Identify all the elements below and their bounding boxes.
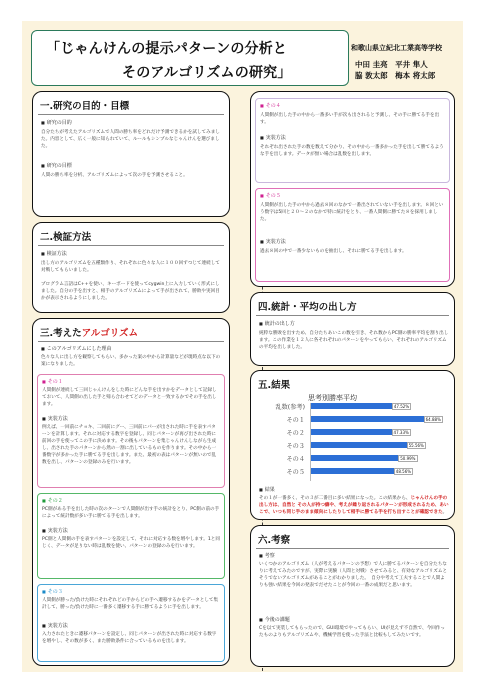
chart-bar xyxy=(311,403,398,409)
divider xyxy=(256,548,449,549)
case2-subheading: ■ 実装方法 xyxy=(42,527,68,534)
purpose-text: 自分たちが考えたアルゴリズムで人間の勝ち率をどれだけ予測できるかを試してみました。内容として、広く一般に知られていて、ルールもシンプルなじゃんけんを選びました。 xyxy=(41,130,220,149)
results-text xyxy=(259,495,449,516)
case1-label: ■ その１ xyxy=(42,378,63,385)
subheading-goal: ■ 研究の目標 xyxy=(41,162,72,169)
case3-label: ■ その３ xyxy=(42,588,63,595)
chart-category-label: その２ xyxy=(286,430,305,437)
subheading-reason: ■ このアルゴリズムにした理由 xyxy=(41,345,111,352)
case5-label: ■ その５ xyxy=(260,192,281,199)
case4-subheading: ■ 実装方法 xyxy=(260,134,286,141)
chart-value-label: 55.56% xyxy=(408,443,424,448)
case1-subheading: ■ 実装方法 xyxy=(42,415,68,422)
subheading-results: ■ 結果 xyxy=(259,486,275,493)
school-name: 和歌山県立紀北工業高等学校 xyxy=(351,44,442,52)
case2-label: ■ その２ xyxy=(42,497,63,504)
chart-category-label: 乱数(参考) xyxy=(275,404,305,411)
goal-text: 人間の勝ち率を分析、アルゴリズムによって次の手を予測させること。 xyxy=(41,173,188,178)
case4-impl-text: それぞれ出された手の数を数えて分かり、その中から一番多かった手を出して勝てるような手を出します。データが無い場合は乱数を出します。 xyxy=(260,145,444,157)
section-discussion xyxy=(250,525,455,667)
chart-bar xyxy=(311,468,400,474)
subheading-method: ■ 検証方法 xyxy=(41,250,67,257)
section-algorithm-title-red: アルゴリズム xyxy=(81,328,139,339)
case3-subheading: ■ 実装方法 xyxy=(42,622,68,629)
authors-line-2: 脇 敦太郎 梅本 将太郎 xyxy=(355,71,436,80)
results-text-after: 。 xyxy=(442,510,448,515)
future-text: Cを以て実装してもらったので、GUI環境でやってもらい、UIが見えず不自然で、今回作ったものよりもアルゴリズムや、機械学習を使った手法と比較もしてみたいです。 xyxy=(259,626,445,638)
section-statistics xyxy=(250,292,455,366)
chart-category-label: その４ xyxy=(286,456,305,463)
case3-impl-text: 入力されたときに遷移パターンを設定し、同じパターンが出された時に対応する数字を増やし、その数が多く、また勝敗条件に合っているものを出します。 xyxy=(42,632,217,644)
case5-impl-text: 過去８回の中で一番少ないものを抽出し、それに勝てる手を出します。 xyxy=(260,249,407,254)
authors-line-1: 中田 圭亮 平井 隼人 xyxy=(355,60,428,69)
section-method xyxy=(32,222,230,313)
section-algorithm xyxy=(32,318,230,666)
section-algorithm-title xyxy=(40,325,138,339)
subheading-purpose: ■ 研究の目的 xyxy=(41,119,72,126)
title-box xyxy=(31,30,349,86)
chart-value-label: 47.33% xyxy=(393,430,409,435)
chart-value-label: 47.52% xyxy=(393,404,410,409)
case2-impl-text: PC側と人間側の手を表すパターンを設定して、それに対応する数を増やします。1と同じく、データが足りない時は乱数を使い、パターンの登録のみを行います。 xyxy=(42,537,220,549)
title-line-2: そのアルゴリズムの研究」 xyxy=(122,65,292,81)
chart-value-label: 50.99% xyxy=(400,456,416,461)
chart-category-label: その１ xyxy=(286,417,305,424)
results-text-emphasis: じゃんけんの手の出し方は、自然と その人が持つ癖や、考えが繰り返されるパターンが形成されるため、あいこで、いつも同じ手のまま傾向にしたりして相手に勝てる手を打ち出すことが確認できた xyxy=(259,496,449,515)
divider xyxy=(38,341,224,342)
reason-text: 色々な人に出し方を観察してもらい、多かった案の中から計算量などが現時点な以下の案になりました。 xyxy=(41,355,221,367)
title-line-1: 「じゃんけんの提示パターンの分析と xyxy=(46,41,288,57)
case3-text: 人間側が勝った/負けた時にそれぞれどの手からどの手へ遷移するかをデータとして集計して、勝った/負けた時に一番多く遷移する手に勝てるように手を出します。 xyxy=(42,598,219,610)
chart-title: 思考別勝率平均 xyxy=(308,394,357,402)
chart-category-label: その５ xyxy=(286,469,305,476)
chart-value-label: 64.88% xyxy=(425,417,441,422)
subheading-discussion: ■ 考察 xyxy=(259,552,275,559)
section-results xyxy=(250,370,455,520)
chart-bar xyxy=(311,455,404,461)
section-purpose xyxy=(32,91,230,217)
divider xyxy=(256,315,449,316)
method-text-1: 出し方のアルゴリズムを五種類作り、それぞれに色々な人に１００回ずつじて連続して対戦してもらいました。 xyxy=(41,261,220,273)
section-purpose-title: 一.研究の目的・目標 xyxy=(40,101,130,112)
case1-text: 人間側が連続して三回じゃんけんをした時にどんな手を出すかをデータとして記録しておいて、人間側の出した手と帰ら合わせてどのデータと一致するかでその手を出します。 xyxy=(42,388,217,407)
chart-bar xyxy=(311,416,430,422)
section-method-title: 二.検証方法 xyxy=(40,232,92,243)
statistics-text: 純粋な勝敗を出すため、自分たちあいこの数を引き、それ数からPC側の勝率平均を割り出します。この作業を１２人に各それぞれのパターンをやってもらい、それぞれのアルゴリズムの平均を出しました。 xyxy=(259,331,449,350)
discussion-text: いくつかのアルゴリズム（人が考えるパターンの予想）で人に勝てるパターンを自分たちなりに考えてみたのですが、実際に実験（人間と対戦）させてみると、有効なアルゴリズムとそうでないアルゴリズムがあることがわかりました。 自分や考えて工夫することで人間よりも強い結果を今回の発表でだせたことが今回の一番の成果だと思います。 xyxy=(259,562,448,588)
case5-subheading: ■ 実装方法 xyxy=(260,238,286,245)
section-statistics-title: 四.統計・平均の出し方 xyxy=(258,302,357,313)
chart-bar xyxy=(311,442,413,448)
section-algorithm-continued xyxy=(250,91,455,287)
divider xyxy=(38,114,224,115)
case1-impl-text: 例えば、一回前にチョキ、二回前にグー、三回前にパーが出された時に手を表すパターンを計算します。それに対応する数字を登録し、同じパターンが再び出された時に前回の手を使ってこの手に決めます。その後もパターンを集じゃんけんしながら生成し、出された手のパターンから然の一割に出しているものを作ります。その中から一番数字が多かった手に勝てる手を出します。また、最初の表はパターンが無いので乱数を出し、パターンの登録のみを行います。 xyxy=(42,425,217,465)
poster xyxy=(22,21,463,672)
divider xyxy=(38,245,224,246)
section-algorithm-title-prefix: 三.考えた xyxy=(40,328,82,339)
results-text-before: その１が一番多く、その３が二番目に多い結果になった。この結果から、 xyxy=(259,496,411,501)
case5-text: 人間側が出した手の中から過去８回のなかで一番出されていない手を出します。８回という数字は5回と２０～２のなかで特に統計をとり、一番人間側に勝てた８を採用しました。 xyxy=(260,203,444,222)
subheading-future: ■ 今後の課題 xyxy=(259,616,290,623)
subheading-statistics: ■ 統計の出し方 xyxy=(259,320,295,327)
case4-text: 人間側が出した手の中から一番多い手が次も出されると予測し、その手に勝てる手を出す。 xyxy=(260,113,440,125)
chart-bar xyxy=(311,429,398,435)
case2-text: PC側がある手を出した時の次のターンで人間側が出す手の統計をとり、PC側の前の手によって統計数が多い手に勝てる手を出します。 xyxy=(42,507,220,519)
section-results-title: 五.結果 xyxy=(258,380,291,391)
case4-label: ■ その４ xyxy=(260,102,281,109)
method-text-2: プログラム言語はC++を使い、キーボードを使ってcygwin上に入力していく形式にしました。自分の手を出すと、相手のアルゴリズムによって手が出されて、勝敗や実回目かが表示されるようにしました。 xyxy=(41,282,220,301)
chart-category-label: その３ xyxy=(286,443,305,450)
chart-value-label: 48.56% xyxy=(395,469,412,474)
section-discussion-title: 六.考察 xyxy=(258,535,291,546)
